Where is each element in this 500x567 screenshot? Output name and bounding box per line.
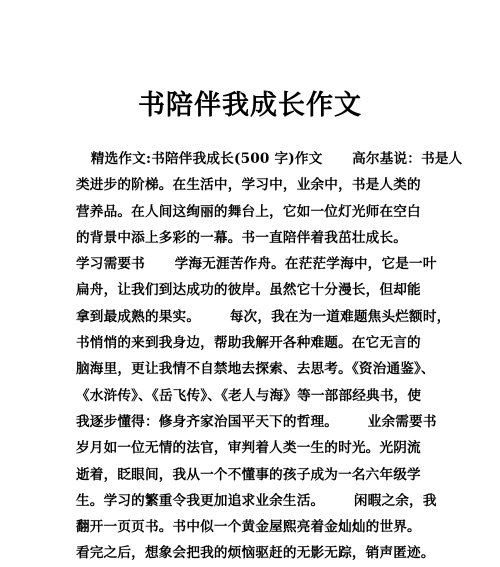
body-line: 扁舟，让我们到达成功的彼岸。虽然它十分漫长，但却能: [76, 282, 421, 299]
body-line: 脑海里，更让我情不自禁地去探索、去思考。《资治通鉴》、: [76, 361, 435, 378]
body-line: 拿到最成熟的果实。 每次，我在为一道难题焦头烂额时，: [76, 308, 451, 325]
body-line: 书悄悄的来到我身边，帮助我解开各种难题。在它无言的: [76, 335, 421, 352]
body-line: 精选作文:书陪伴我成长(500 字)作文 高尔基说：书是人: [76, 151, 463, 167]
body-line: 翻开一页页书。书中似一个黄金屋熙亮着金灿灿的世界。: [76, 519, 421, 536]
document-body: [76, 146, 463, 567]
body-line: 岁月如一位无情的法官，审判着人类一生的时光。光阴流: [76, 440, 421, 457]
body-line: 营养品。在人间这绚丽的舞台上，它如一位灯光师在空白: [76, 203, 421, 220]
body-line: 类进步的阶梯。在生活中，学习中，业余中，书是人类的: [76, 177, 421, 194]
body-line: 的背景中添上多彩的一幕。书一直陪伴着我茁壮成长。: [76, 229, 408, 246]
body-line: 逝着，眨眼间，我从一个不懂事的孩子成为一名六年级学: [76, 466, 421, 483]
document-title: 书陪伴我成长作文: [138, 90, 362, 121]
body-line: 我逐步懂得：修身齐家治国平天下的哲理。 业余需要书: [76, 413, 437, 430]
body-line: 看完之后，想象会把我的烦恼驱赶的无影无踪，销声匿迹。: [76, 545, 435, 562]
body-line: 生。学习的繁重令我更加追求业余生活。 闲暇之余，我: [76, 492, 437, 509]
body-line: 学习需要书 学海无涯苦作舟。在茫茫学海中，它是一叶: [76, 256, 437, 273]
body-line: 《水浒传》、《岳飞传》、《老人与海》等一部部经典书，使: [76, 387, 422, 404]
